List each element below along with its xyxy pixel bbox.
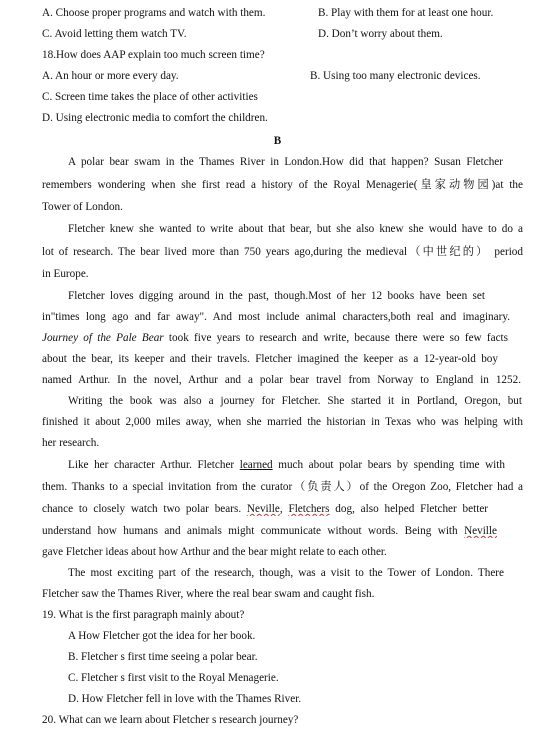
q17-option-d: D. Don’t worry about them. xyxy=(318,28,443,40)
passage-text: Like her character Arthur. Fletcher xyxy=(68,459,240,471)
passage-text: dog, also helped Fletcher better xyxy=(329,503,488,515)
passage-line: Fletcher loves digging around in the past, though.Most of her 12 books have been set xyxy=(68,290,485,302)
passage-line: remembers wondering when she first read a history of the Royal Menagerie(皇家动物园)at the xyxy=(42,179,523,191)
spellcheck-word: Neville xyxy=(246,503,280,515)
q19-option-c: C. Fletcher s first visit to the Royal Menagerie. xyxy=(68,672,279,684)
passage-text: took five years to research and write, because there were so few facts xyxy=(163,332,508,344)
q19-option-b: B. Fletcher s first time seeing a polar bear. xyxy=(68,651,258,663)
passage-line: Tower of London. xyxy=(42,201,123,213)
passage-line: finished it about 2,000 miles away, when she married the historian in Texas who was helping with xyxy=(42,416,523,428)
spellcheck-word: Fletchers xyxy=(288,503,330,515)
section-heading: B xyxy=(273,135,282,147)
passage-line: Fletcher saw the Thames River, where the real bear swam and caught fish. xyxy=(42,588,375,600)
book-title: Journey of the Pale Bear xyxy=(42,332,164,344)
passage-line: her research. xyxy=(42,437,100,449)
spellcheck-word: Neville xyxy=(464,525,497,537)
passage-text: understand how humans and animals might communicate without words. Being with xyxy=(42,525,465,537)
passage-line: The most exciting part of the research, though, was a visit to the Tower of London. There xyxy=(68,567,504,579)
q18-option-d: D. Using electronic media to comfort the children. xyxy=(42,112,268,124)
passage-line: Fletcher knew she wanted to write about that bear, but she also knew she would have to do a xyxy=(68,223,523,235)
q20-stem: 20. What can we learn about Fletcher s research journey? xyxy=(42,714,299,726)
q19-option-a: A How Fletcher got the idea for her book. xyxy=(68,630,256,642)
q19-stem: 19. What is the first paragraph mainly about? xyxy=(42,609,245,621)
q17-option-c: C. Avoid letting them watch TV. xyxy=(42,28,187,40)
passage-line: in Europe. xyxy=(42,268,89,280)
passage-line: named Arthur. In the novel, Arthur and a polar bear travel from Norway to England in 1252. xyxy=(42,374,521,386)
passage-line xyxy=(68,458,505,472)
passage-line xyxy=(42,524,497,538)
passage-text: , xyxy=(279,503,289,515)
passage-line: A polar bear swam in the Thames River in London.How did that happen? Susan Fletcher xyxy=(68,156,503,168)
q17-option-a: A. Choose proper programs and watch with them. xyxy=(42,7,266,19)
passage-line: lot of research. The bear lived more than 750 years ago,during the medieval（中世纪的） period xyxy=(42,246,523,258)
passage-text: chance to closely watch two polar bears. xyxy=(42,503,247,515)
passage-line xyxy=(42,331,508,345)
passage-line: about the bear, its keeper and their travels. Fletcher imagined the keeper as a 12-year-old boy xyxy=(42,353,498,365)
passage-text: much about polar bears by spending time with xyxy=(272,459,505,471)
q18-option-b: B. Using too many electronic devices. xyxy=(310,70,481,82)
passage-line: in"times long ago and far away". And most include animal characters,both real and imaginary. xyxy=(42,311,510,323)
q18-stem: 18.How does AAP explain too much screen time? xyxy=(42,49,265,61)
passage-line: Writing the book was also a journey for Fletcher. She started it in Portland, Oregon, but xyxy=(68,395,522,407)
passage-line: gave Fletcher ideas about how Arthur and the bear might relate to each other. xyxy=(42,546,387,558)
q17-option-b: B. Play with them for at least one hour. xyxy=(318,7,494,19)
underlined-word: learned xyxy=(239,459,273,471)
passage-line xyxy=(42,502,488,516)
passage-line: them. Thanks to a special invitation from the curator（负责人）of the Oregon Zoo, Fletcher had a xyxy=(42,481,523,493)
q18-option-a: A. An hour or more every day. xyxy=(42,70,179,82)
q19-option-d: D. How Fletcher fell in love with the Thames River. xyxy=(68,693,302,705)
q18-option-c: C. Screen time takes the place of other activities xyxy=(42,91,258,103)
